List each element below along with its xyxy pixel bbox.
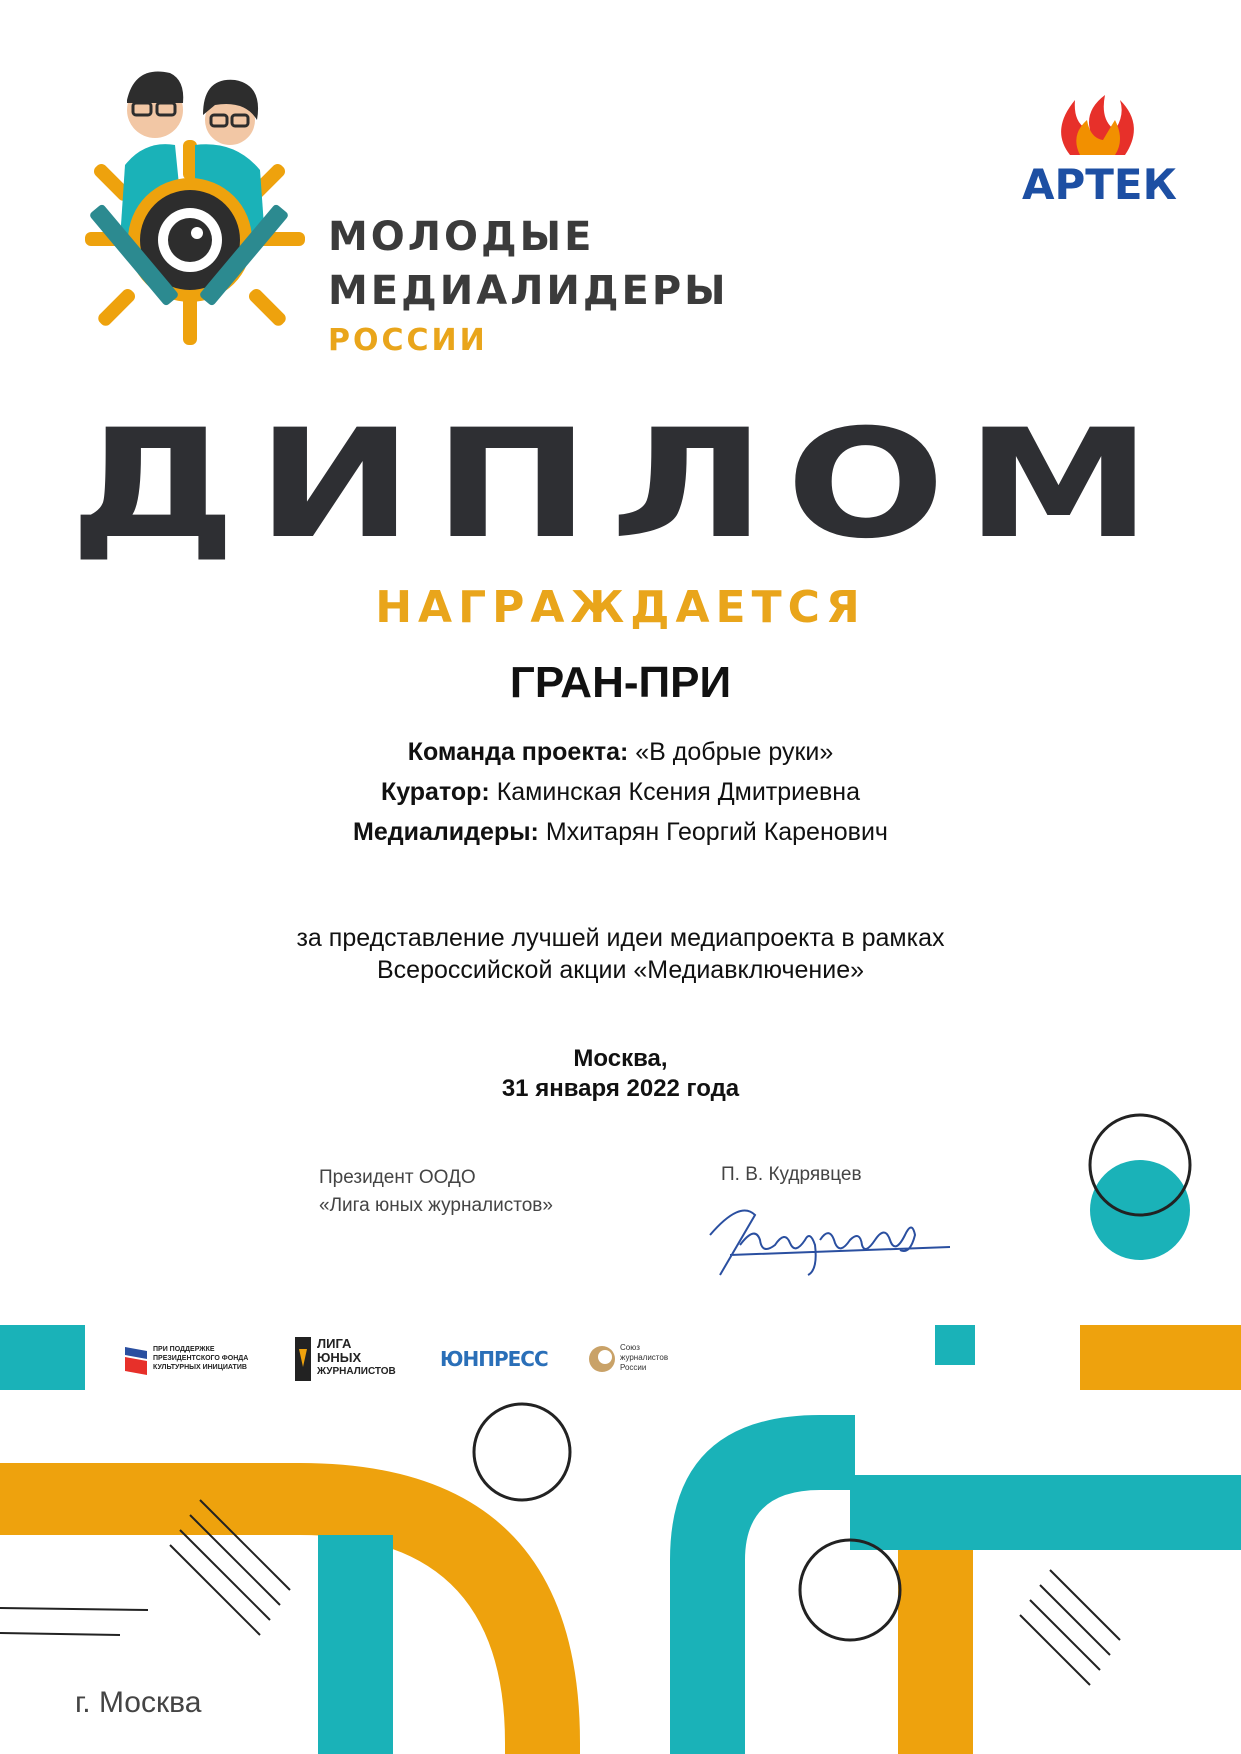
- leaders-label: Медиалидеры:: [353, 818, 539, 846]
- project-title-line3: РОССИИ: [328, 323, 488, 358]
- award-reason: [0, 922, 1241, 986]
- curator-value: Каминская Ксения Дмитриевна: [496, 778, 861, 806]
- presidential-fund-logo: [125, 1343, 265, 1379]
- decorative-circles: [1080, 1110, 1200, 1270]
- mascot-logo: [85, 65, 305, 365]
- presidential-fund-icon: [125, 1347, 147, 1375]
- leaders-value: Мхитарян Георгий Каренович: [545, 818, 888, 846]
- league-logo: [295, 1337, 415, 1383]
- diploma-title: ДИПЛОМ: [69, 398, 1172, 572]
- awarded-label: НАГРАЖДАЕТСЯ: [375, 582, 866, 633]
- signatory-role-line2: «Лига юных журналистов»: [319, 1195, 553, 1216]
- team-label: Команда проекта:: [407, 738, 629, 766]
- place-city: Москва,: [573, 1045, 668, 1072]
- leaders-line: [0, 818, 1241, 847]
- pen-nib-icon: [295, 1337, 311, 1381]
- footer-city: г. Москва: [75, 1686, 202, 1719]
- artek-logo-text: АРТЕК: [1022, 160, 1177, 209]
- pfki-line1: ПРИ ПОДДЕРЖКЕ: [153, 1346, 215, 1353]
- sponsor-logos: [0, 1335, 1241, 1385]
- union-line3: России: [620, 1363, 647, 1372]
- league-line1: ЛИГА: [317, 1336, 352, 1351]
- signatory-name: П. В. Кудрявцев: [721, 1164, 862, 1185]
- place-date: [0, 1044, 1241, 1104]
- team-line: [0, 738, 1241, 767]
- team-value: «В добрые руки»: [635, 738, 834, 766]
- junpress-logo: ЮНПРЕСС: [440, 1347, 548, 1371]
- union-line1: Союз: [620, 1343, 640, 1352]
- league-line2: ЮНЫХ: [317, 1350, 362, 1365]
- union-emblem-icon: [588, 1345, 616, 1373]
- union-line2: журналистов: [620, 1353, 669, 1362]
- signatory-role: [319, 1164, 553, 1220]
- curator-label: Куратор:: [380, 778, 490, 806]
- pfki-line2: ПРЕЗИДЕНТСКОГО ФОНДА: [153, 1355, 249, 1362]
- prize-title: ГРАН-ПРИ: [509, 658, 732, 707]
- reason-line1: за представление лучшей идеи медиапроекта в рамках: [296, 924, 945, 952]
- reason-line2: Всероссийской акции «Медиавключение»: [377, 956, 864, 984]
- handwritten-signature: [700, 1195, 960, 1285]
- project-title: [328, 210, 729, 364]
- project-title-line1: МОЛОДЫЕ: [328, 214, 595, 260]
- journalists-union-logo: [588, 1341, 698, 1381]
- curator-line: [0, 778, 1241, 807]
- issue-date: 31 января 2022 года: [501, 1075, 740, 1102]
- pfki-line3: КУЛЬТУРНЫХ ИНИЦИАТИВ: [153, 1364, 247, 1371]
- signatory-role-line1: Президент ООДО: [319, 1167, 476, 1188]
- project-title-line2: МЕДИАЛИДЕРЫ: [328, 268, 729, 314]
- league-line3: ЖУРНАЛИСТОВ: [317, 1366, 396, 1377]
